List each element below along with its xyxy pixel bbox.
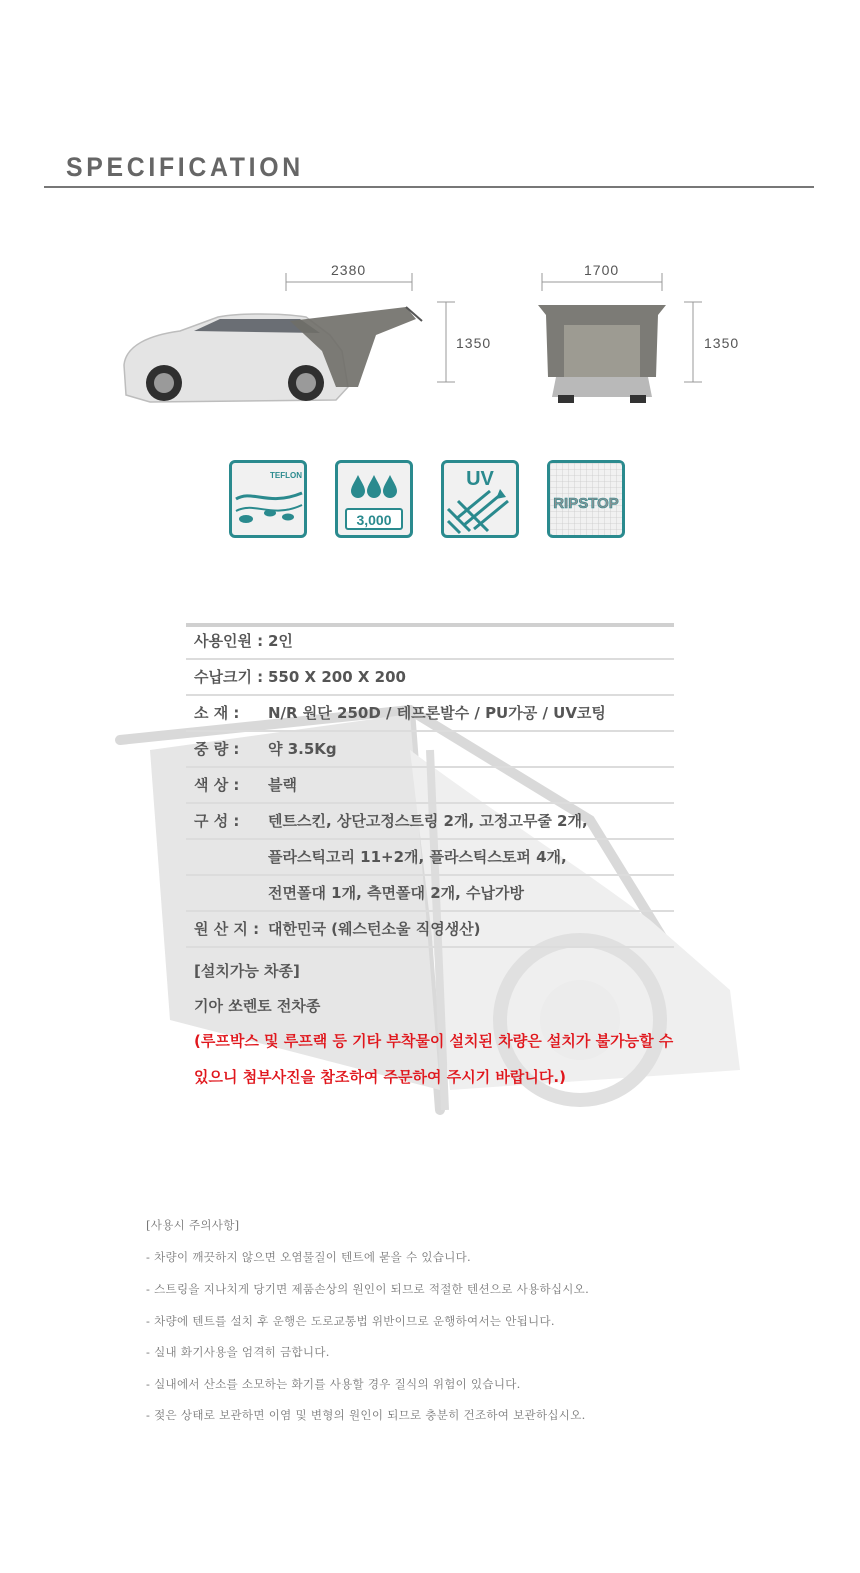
spec-value: 전면폴대 1개, 측면폴대 2개, 수납가방 bbox=[268, 884, 525, 902]
title-divider bbox=[44, 186, 814, 188]
water-drop-icon bbox=[351, 475, 365, 498]
water-label: 3,000 bbox=[356, 512, 392, 528]
side-view-diagram bbox=[110, 255, 470, 420]
spec-row-components bbox=[186, 804, 674, 840]
install-warning-line1: (루프박스 및 루프랙 등 기타 부착물이 설치된 차량은 설치가 불가능할 수 bbox=[194, 1032, 674, 1050]
spec-row-components-cont bbox=[186, 840, 674, 876]
caution-item: - 실내 화기사용을 엄격히 금합니다. bbox=[146, 1345, 330, 1359]
spec-value: 블랙 bbox=[268, 776, 297, 794]
side-width-label: 2380 bbox=[331, 262, 367, 278]
spec-table bbox=[186, 624, 674, 948]
spec-value: 대한민국 (웨스턴소울 직영생산) bbox=[268, 920, 481, 938]
spec-row-weight bbox=[186, 732, 674, 768]
spec-label: 원 산 지 : bbox=[194, 920, 260, 938]
spec-row-color bbox=[186, 768, 674, 804]
spec-row-origin bbox=[186, 912, 674, 948]
caution-item: - 젖은 상태로 보관하면 이염 및 변형의 원인이 되므로 충분히 건조하여 보관하십시오. bbox=[146, 1408, 586, 1422]
caution-item: - 실내에서 산소를 소모하는 화기를 사용할 경우 질식의 위험이 있습니다. bbox=[146, 1377, 521, 1391]
side-height-label: 1350 bbox=[456, 335, 492, 351]
spec-label: 색 상 : bbox=[194, 776, 240, 794]
spec-label: 소 재 : bbox=[194, 704, 240, 722]
caution-item: - 차량에 텐트를 설치 후 운행은 도로교통법 위반이므로 운행하여서는 안됩니다. bbox=[146, 1314, 555, 1328]
ripstop-badge bbox=[547, 460, 625, 538]
waterproof-badge bbox=[335, 460, 413, 538]
install-model: 기아 쏘렌토 전차종 bbox=[194, 997, 321, 1015]
caution-item: - 스트링을 지나치게 당기면 제품손상의 원인이 되므로 적절한 텐션으로 사용하십시오. bbox=[146, 1282, 590, 1296]
spec-row-components-cont bbox=[186, 876, 674, 912]
rear-width-label: 1700 bbox=[584, 262, 620, 278]
spec-value: 2인 bbox=[268, 632, 293, 650]
ripstop-label: RIPSTOP bbox=[553, 495, 619, 512]
spec-value: N/R 원단 250D / 테프론발수 / PU가공 / UV코팅 bbox=[268, 704, 606, 722]
install-heading: [설치가능 차종] bbox=[194, 962, 300, 980]
teflon-badge bbox=[229, 460, 307, 538]
uv-label: UV bbox=[466, 468, 494, 490]
spec-row-packed-size bbox=[186, 660, 674, 696]
spec-value: 약 3.5Kg bbox=[268, 740, 337, 758]
page-title: SPECIFICATION bbox=[66, 152, 304, 182]
uv-badge bbox=[441, 460, 519, 538]
install-warning-line2: 있으니 첨부사진을 참조하여 주문하여 주시기 바랍니다.) bbox=[194, 1068, 566, 1086]
caution-item: - 차량이 깨끗하지 않으면 오염물질이 텐트에 묻을 수 있습니다. bbox=[146, 1250, 472, 1264]
caution-heading: [사용시 주의사항] bbox=[146, 1218, 240, 1232]
spec-label: 구 성 : bbox=[194, 812, 240, 830]
spec-value: 550 X 200 X 200 bbox=[268, 668, 406, 686]
spec-row-material bbox=[186, 696, 674, 732]
spec-value: 플라스틱고리 11+2개, 플라스틱스토퍼 4개, bbox=[268, 848, 567, 866]
spec-label: 사용인원 : bbox=[194, 632, 264, 650]
spec-value: 텐트스킨, 상단고정스트링 2개, 고정고무줄 2개, bbox=[268, 812, 588, 830]
teflon-label: TEFLON bbox=[270, 471, 302, 480]
spec-label: 중 량 : bbox=[194, 740, 240, 758]
rear-view-diagram bbox=[530, 255, 710, 420]
spec-label: 수납크기 : bbox=[194, 668, 264, 686]
rear-height-label: 1350 bbox=[704, 335, 740, 351]
spec-row-capacity bbox=[186, 624, 674, 660]
